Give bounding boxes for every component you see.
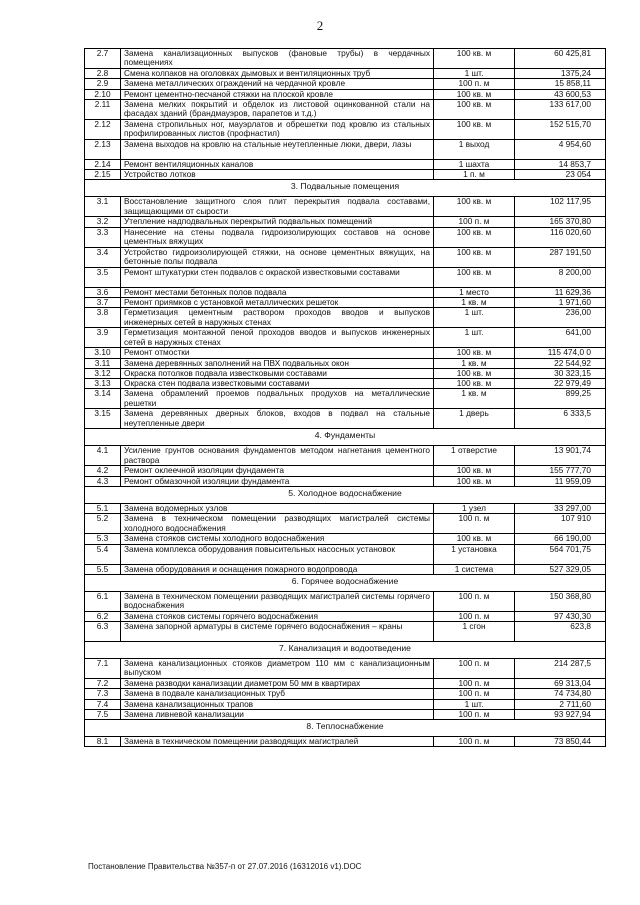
- unit-cost-cell: 214 287,5: [515, 659, 606, 679]
- unit-cell: 1 установка: [434, 544, 515, 564]
- work-description-cell: Нанесение на стены подвала гидроизолирующих составов на основе цементных вяжущих: [121, 227, 434, 247]
- unit-cell: 100 п. м: [434, 659, 515, 679]
- unit-cost-cell: 33 297,00: [515, 503, 606, 513]
- item-number-cell: 3.11: [85, 358, 121, 368]
- work-description-cell: Замена запорной арматуры в системе горячего водоснабжения – краны: [121, 622, 434, 642]
- unit-cost-cell: 66 190,00: [515, 534, 606, 544]
- unit-cell: 100 кв. м: [434, 119, 515, 139]
- item-number-cell: 3.15: [85, 409, 121, 429]
- work-description-cell: Ремонт приямков с установкой металлических решеток: [121, 297, 434, 307]
- unit-cell: 1 шт.: [434, 308, 515, 328]
- item-number-cell: 3.1: [85, 197, 121, 217]
- item-number-cell: 3.4: [85, 247, 121, 267]
- table-row: [85, 139, 606, 159]
- unit-cost-cell: 899,25: [515, 389, 606, 409]
- item-number-cell: 6.3: [85, 622, 121, 642]
- table-row: [85, 197, 606, 217]
- works-table-body: [85, 49, 606, 747]
- section-title: 6. Горячее водоснабжение: [85, 574, 606, 591]
- item-number-cell: 3.12: [85, 368, 121, 378]
- unit-cost-cell: 60 425,81: [515, 49, 606, 69]
- unit-cost-cell: 23 054: [515, 170, 606, 180]
- item-number-cell: 7.4: [85, 699, 121, 709]
- unit-cost-cell: 150 368,80: [515, 591, 606, 611]
- item-number-cell: 2.14: [85, 159, 121, 169]
- work-description-cell: Замена комплекса оборудования повысительных насосных установок: [121, 544, 434, 564]
- unit-cost-cell: 93 927,94: [515, 709, 606, 719]
- work-description-cell: Замена водомерных узлов: [121, 503, 434, 513]
- section-header-row: [85, 180, 606, 197]
- work-description-cell: Окраска потолков подвала известковыми составами: [121, 368, 434, 378]
- unit-cost-cell: 1375,24: [515, 69, 606, 79]
- unit-cell: 1 шт.: [434, 69, 515, 79]
- unit-cost-cell: 623,8: [515, 622, 606, 642]
- unit-cell: 1 место: [434, 287, 515, 297]
- table-row: [85, 689, 606, 699]
- unit-cost-cell: 11 959,09: [515, 476, 606, 486]
- unit-cost-cell: 11 629,36: [515, 287, 606, 297]
- item-number-cell: 7.5: [85, 709, 121, 719]
- work-description-cell: Замена выходов на кровлю на стальные неутепленные люки, двери, лазы: [121, 139, 434, 159]
- unit-cell: 100 п. м: [434, 679, 515, 689]
- unit-cell: 1 система: [434, 564, 515, 574]
- table-row: [85, 659, 606, 679]
- work-description-cell: Ремонт отмостки: [121, 348, 434, 358]
- unit-cost-cell: 22 979,49: [515, 379, 606, 389]
- table-row: [85, 446, 606, 466]
- work-description-cell: Замена в техническом помещении разводящих магистралей системы горячего водоснабжения: [121, 591, 434, 611]
- work-description-cell: Замена стояков системы горячего водоснабжения: [121, 611, 434, 621]
- unit-cell: 1 шахта: [434, 159, 515, 169]
- table-row: [85, 409, 606, 429]
- section-title: 3. Подвальные помещения: [85, 180, 606, 197]
- work-description-cell: Замена оборудования и оснащения пожарного водопровода: [121, 564, 434, 574]
- table-row: [85, 99, 606, 119]
- section-header-row: [85, 720, 606, 737]
- work-description-cell: Замена канализационных стояков диаметром 110 мм с канализационным выпуском: [121, 659, 434, 679]
- table-row: [85, 69, 606, 79]
- table-row: [85, 564, 606, 574]
- unit-cell: 100 кв. м: [434, 348, 515, 358]
- work-description-cell: Замена канализационных выпусков (фановые трубы) в чердачных помещениях: [121, 49, 434, 69]
- table-row: [85, 737, 606, 747]
- work-description-cell: Герметизация цементным раствором проходов вводов и выпусков инженерных сетей в наружных стенах: [121, 308, 434, 328]
- item-number-cell: 2.13: [85, 139, 121, 159]
- table-row: [85, 534, 606, 544]
- table-row: [85, 159, 606, 169]
- work-description-cell: Замена деревянных дверных блоков, входов в подвал на стальные неутепленные двери: [121, 409, 434, 429]
- work-description-cell: Ремонт местами бетонных полов подвала: [121, 287, 434, 297]
- table-row: [85, 297, 606, 307]
- table-row: [85, 348, 606, 358]
- item-number-cell: 3.7: [85, 297, 121, 307]
- table-row: [85, 267, 606, 287]
- unit-cell: 100 п. м: [434, 79, 515, 89]
- unit-cost-cell: 155 777,70: [515, 466, 606, 476]
- work-description-cell: Замена обрамлений проемов подвальных продухов на металлические решетки: [121, 389, 434, 409]
- section-title: 4. Фундаменты: [85, 429, 606, 446]
- unit-cell: 1 шт.: [434, 699, 515, 709]
- work-description-cell: Ремонт оклеечной изоляции фундамента: [121, 466, 434, 476]
- work-description-cell: Замена в подвале канализационных труб: [121, 689, 434, 699]
- table-row: [85, 308, 606, 328]
- unit-cell: 1 кв. м: [434, 297, 515, 307]
- item-number-cell: 2.11: [85, 99, 121, 119]
- work-description-cell: Замена металлических ограждений на чердачной кровле: [121, 79, 434, 89]
- work-description-cell: Герметизация монтажной пеной проходов вводов и выпусков инженерных сетей в наружных стенах: [121, 328, 434, 348]
- unit-cost-cell: 116 020,60: [515, 227, 606, 247]
- unit-cost-cell: 69 313,04: [515, 679, 606, 689]
- page-number: 2: [316, 18, 324, 33]
- work-description-cell: Замена разводки канализации диаметром 50 мм в квартирах: [121, 679, 434, 689]
- unit-cost-cell: 30 323,15: [515, 368, 606, 378]
- item-number-cell: 3.13: [85, 379, 121, 389]
- section-title: 7. Канализация и водоотведение: [85, 642, 606, 659]
- table-row: [85, 466, 606, 476]
- table-row: [85, 328, 606, 348]
- unit-cost-cell: 641,00: [515, 328, 606, 348]
- unit-cell: 100 п. м: [434, 217, 515, 227]
- item-number-cell: 2.7: [85, 49, 121, 69]
- unit-cell: 1 шт.: [434, 328, 515, 348]
- item-number-cell: 8.1: [85, 737, 121, 747]
- item-number-cell: 3.8: [85, 308, 121, 328]
- table-row: [85, 699, 606, 709]
- unit-cell: 100 п. м: [434, 737, 515, 747]
- unit-cost-cell: 74 734,80: [515, 689, 606, 699]
- item-number-cell: 3.3: [85, 227, 121, 247]
- item-number-cell: 5.4: [85, 544, 121, 564]
- table-row: [85, 358, 606, 368]
- item-number-cell: 7.1: [85, 659, 121, 679]
- work-description-cell: Усиление грунтов основания фундаментов методом нагнетания цементного раствора: [121, 446, 434, 466]
- item-number-cell: 4.3: [85, 476, 121, 486]
- table-row: [85, 709, 606, 719]
- unit-cost-cell: 13 901,74: [515, 446, 606, 466]
- unit-cost-cell: 6 333,5: [515, 409, 606, 429]
- item-number-cell: 3.2: [85, 217, 121, 227]
- item-number-cell: 4.1: [85, 446, 121, 466]
- unit-cost-cell: 14 853,7: [515, 159, 606, 169]
- unit-cell: 100 кв. м: [434, 368, 515, 378]
- table-row: [85, 544, 606, 564]
- table-row: [85, 679, 606, 689]
- item-number-cell: 2.15: [85, 170, 121, 180]
- unit-cost-cell: 15 858,11: [515, 79, 606, 89]
- unit-cell: 100 п. м: [434, 611, 515, 621]
- item-number-cell: 4.2: [85, 466, 121, 476]
- table-row: [85, 503, 606, 513]
- table-row: [85, 79, 606, 89]
- item-number-cell: 3.6: [85, 287, 121, 297]
- unit-cost-cell: 133 617,00: [515, 99, 606, 119]
- unit-cell: 100 кв. м: [434, 476, 515, 486]
- work-description-cell: Замена мелких покрытий и обделок из листовой оцинкованной стали на фасадах зданий (брандмауэров, парапетов и т.д.): [121, 99, 434, 119]
- unit-cell: 1 кв. м: [434, 389, 515, 409]
- item-number-cell: 5.1: [85, 503, 121, 513]
- unit-cost-cell: 107 910: [515, 514, 606, 534]
- section-title: 5. Холодное водоснабжение: [85, 486, 606, 503]
- item-number-cell: 3.10: [85, 348, 121, 358]
- item-number-cell: 2.12: [85, 119, 121, 139]
- table-row: [85, 622, 606, 642]
- work-description-cell: Замена в техническом помещении разводящих магистралей системы холодного водоснабжения: [121, 514, 434, 534]
- unit-cell: 100 кв. м: [434, 466, 515, 476]
- unit-cost-cell: 43 600,53: [515, 89, 606, 99]
- table-row: [85, 119, 606, 139]
- works-table: [84, 48, 606, 747]
- work-description-cell: Смена колпаков на оголовках дымовых и вентиляционных труб: [121, 69, 434, 79]
- table-row: [85, 89, 606, 99]
- item-number-cell: 2.9: [85, 79, 121, 89]
- item-number-cell: 2.8: [85, 69, 121, 79]
- section-title: 8. Теплоснабжение: [85, 720, 606, 737]
- unit-cost-cell: 73 850,44: [515, 737, 606, 747]
- work-description-cell: Восстановление защитного слоя плит перекрытия подвала составами, защищающими от сырости: [121, 197, 434, 217]
- unit-cost-cell: 4 954,60: [515, 139, 606, 159]
- work-description-cell: Замена ливневой канализации: [121, 709, 434, 719]
- section-header-row: [85, 642, 606, 659]
- work-description-cell: Замена стропильных ног, мауэрлатов и обрешетки под кровлю из стальных профилированных листов (профнастил): [121, 119, 434, 139]
- work-description-cell: Ремонт обмазочной изоляции фундамента: [121, 476, 434, 486]
- unit-cost-cell: 1 971,60: [515, 297, 606, 307]
- work-description-cell: Ремонт штукатурки стен подвалов с окраской известковыми составами: [121, 267, 434, 287]
- section-header-row: [85, 574, 606, 591]
- unit-cell: 1 п. м: [434, 170, 515, 180]
- unit-cost-cell: 2 711,60: [515, 699, 606, 709]
- item-number-cell: 7.2: [85, 679, 121, 689]
- unit-cell: 1 кв. м: [434, 358, 515, 368]
- unit-cost-cell: 8 200,00: [515, 267, 606, 287]
- item-number-cell: 6.2: [85, 611, 121, 621]
- unit-cell: 100 кв. м: [434, 49, 515, 69]
- table-row: [85, 170, 606, 180]
- table-row: [85, 611, 606, 621]
- work-description-cell: Устройство гидроизолирующей стяжки, на основе цементных вяжущих, на бетонные полы подвала: [121, 247, 434, 267]
- unit-cost-cell: 236,00: [515, 308, 606, 328]
- table-row: [85, 476, 606, 486]
- unit-cost-cell: 564 701,75: [515, 544, 606, 564]
- work-description-cell: Окраска стен подвала известковыми составами: [121, 379, 434, 389]
- item-number-cell: 5.5: [85, 564, 121, 574]
- item-number-cell: 5.2: [85, 514, 121, 534]
- unit-cell: 100 кв. м: [434, 99, 515, 119]
- unit-cell: 100 кв. м: [434, 227, 515, 247]
- unit-cell: 100 кв. м: [434, 534, 515, 544]
- unit-cell: 1 отверстие: [434, 446, 515, 466]
- item-number-cell: 7.3: [85, 689, 121, 699]
- work-description-cell: Устройство лотков: [121, 170, 434, 180]
- unit-cell: 100 п. м: [434, 709, 515, 719]
- item-number-cell: 6.1: [85, 591, 121, 611]
- unit-cell: 1 выход: [434, 139, 515, 159]
- unit-cost-cell: 102 117,95: [515, 197, 606, 217]
- unit-cost-cell: 287 191,50: [515, 247, 606, 267]
- table-row: [85, 368, 606, 378]
- section-header-row: [85, 429, 606, 446]
- work-description-cell: Замена стояков системы холодного водоснабжения: [121, 534, 434, 544]
- unit-cell: 100 кв. м: [434, 267, 515, 287]
- unit-cell: 100 кв. м: [434, 247, 515, 267]
- table-row: [85, 247, 606, 267]
- unit-cell: 100 кв. м: [434, 89, 515, 99]
- unit-cell: 100 кв. м: [434, 379, 515, 389]
- item-number-cell: 3.5: [85, 267, 121, 287]
- table-row: [85, 379, 606, 389]
- table-row: [85, 514, 606, 534]
- unit-cell: 100 кв. м: [434, 197, 515, 217]
- table-row: [85, 591, 606, 611]
- table-row: [85, 287, 606, 297]
- item-number-cell: 3.14: [85, 389, 121, 409]
- unit-cost-cell: 22 544,92: [515, 358, 606, 368]
- section-header-row: [85, 486, 606, 503]
- item-number-cell: 2.10: [85, 89, 121, 99]
- work-description-cell: Утепление надподвальных перекрытий подвальных помещений: [121, 217, 434, 227]
- work-description-cell: Ремонт цементно-песчаной стяжки на плоской кровле: [121, 89, 434, 99]
- item-number-cell: 3.9: [85, 328, 121, 348]
- work-description-cell: Замена деревянных заполнений на ПВХ подвальных окон: [121, 358, 434, 368]
- unit-cell: 100 п. м: [434, 689, 515, 699]
- unit-cell: 100 п. м: [434, 591, 515, 611]
- table-row: [85, 49, 606, 69]
- table-row: [85, 227, 606, 247]
- unit-cost-cell: 115 474,0 0: [515, 348, 606, 358]
- unit-cost-cell: 165 370,80: [515, 217, 606, 227]
- unit-cell: 1 узел: [434, 503, 515, 513]
- unit-cost-cell: 527 329,05: [515, 564, 606, 574]
- unit-cost-cell: 97 430,30: [515, 611, 606, 621]
- work-description-cell: Ремонт вентиляционных каналов: [121, 159, 434, 169]
- document-footer: Постановление Правительства №357-п от 27.07.2016 (16312016 v1).DOC: [88, 862, 362, 871]
- unit-cell: 100 п. м: [434, 514, 515, 534]
- unit-cell: 1 дверь: [434, 409, 515, 429]
- table-row: [85, 389, 606, 409]
- unit-cost-cell: 152 515,70: [515, 119, 606, 139]
- unit-cell: 1 сгон: [434, 622, 515, 642]
- work-description-cell: Замена в техническом помещении разводящих магистралей: [121, 737, 434, 747]
- item-number-cell: 5.3: [85, 534, 121, 544]
- table-row: [85, 217, 606, 227]
- work-description-cell: Замена канализационных трапов: [121, 699, 434, 709]
